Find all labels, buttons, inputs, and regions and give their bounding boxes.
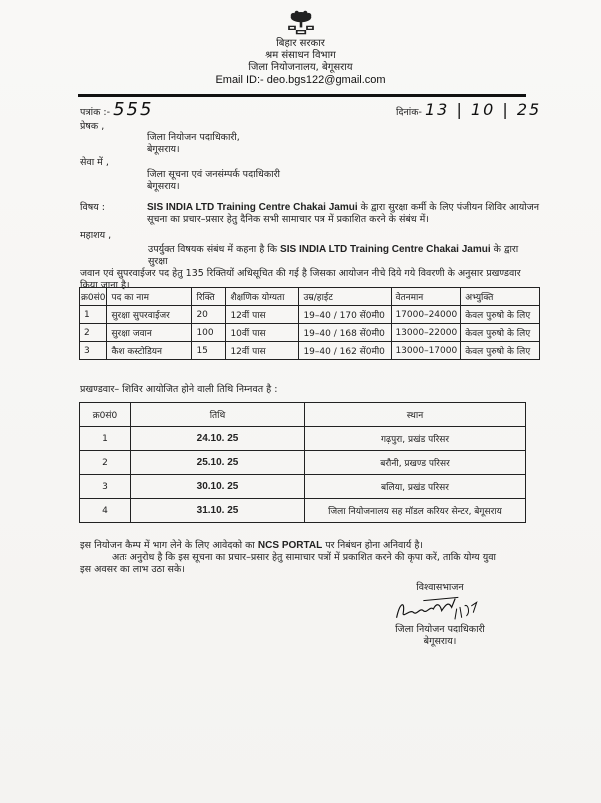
reference-number: 555 <box>113 99 154 120</box>
qualification-cell: 12वीं पास <box>226 306 299 324</box>
signatory-place: बेगूसराय। <box>423 636 457 647</box>
recipient-label: सेवा में , <box>80 157 109 168</box>
subject-label: विषय : <box>80 202 105 213</box>
remarks-cell: केवल पुरुषो के लिए <box>461 324 540 342</box>
ncs-portal: NCS PORTAL <box>257 540 323 551</box>
header-venue: स्थान <box>305 403 526 427</box>
letterhead-divider <box>78 94 526 97</box>
venue-cell: जिला नियोजनालय सह मॉडल करियर सेन्टर, बेगूसराय <box>305 499 526 523</box>
serial-cell: 2 <box>80 324 107 342</box>
vacancy-table-header <box>80 288 540 306</box>
pay-scale-cell: 13000–22000 <box>392 324 461 342</box>
header-date: तिथि <box>131 403 305 427</box>
subject-hindi-2: सूचना का प्रचार–प्रसार हेतु दैनिक सभी सामाचार पत्र में प्रकाशित करने के संबंध में। <box>147 214 429 225</box>
age-height-cell: 19–40 / 168 सें0मी0 <box>299 324 392 342</box>
date-cell: 31.10. 25 <box>131 499 305 523</box>
serial-cell: 1 <box>80 306 107 324</box>
serial-cell: 3 <box>80 342 107 360</box>
request-line-2: इस अवसर का लाभ उठा सके। <box>80 564 185 575</box>
schedule-heading: प्रखण्डवार– शिविर आयोजित होने वाली तिथि निम्नवत है : <box>80 384 278 395</box>
vacancy-table <box>79 287 540 360</box>
post-cell: सुरक्षा सुपरवाईजर <box>107 306 192 324</box>
age-height-cell: 19–40 / 162 सें0मी0 <box>299 342 392 360</box>
post-cell: कैश कस्टोडियन <box>107 342 192 360</box>
pay-scale-cell: 13000–17000 <box>392 342 461 360</box>
qualification-cell: 10वीं पास <box>226 324 299 342</box>
subject-hindi-1: के द्वारा सुरक्षा कर्मी के लिए पंजीयन शिविर आयोजन <box>357 202 540 213</box>
letterhead <box>0 10 601 87</box>
recipient-line-1: जिला सूचना एवं जनसंम्पर्क पदाधिकारी <box>147 169 280 180</box>
date-value: 13 | 10 | 25 <box>425 100 542 119</box>
signature-block <box>380 582 500 648</box>
schedule-table <box>79 402 526 523</box>
intro-text-c: जवान एवं सुपरवाईजर पद हेतु 135 रिक्तियों अधिसूचित की गई है जिसका आयोजन नीचे दिये गये विवरणी के अनुसार प्रखण्डवार <box>80 268 521 279</box>
date-label: दिनांक- <box>396 107 422 118</box>
office-name: जिला नियोजनालय, बेगूसराय <box>248 62 353 73</box>
handwritten-signature-icon <box>380 594 500 624</box>
table-row <box>80 499 526 523</box>
remarks-cell: केवल पुरुषो के लिए <box>461 342 540 360</box>
intro-text-b: के द्वारा सुरक्षा <box>148 244 519 267</box>
serial-cell: 3 <box>80 475 131 499</box>
post-cell: सुरक्षा जवान <box>107 324 192 342</box>
pay-scale-cell: 17000–24000 <box>392 306 461 324</box>
header-remarks: अभ्युक्ति <box>461 288 540 306</box>
table-row <box>80 342 540 360</box>
subject-text <box>147 202 547 226</box>
bihar-emblem-icon <box>283 10 319 38</box>
schedule-table-header <box>80 403 526 427</box>
venue-cell: बलिया, प्रखंड परिसर <box>305 475 526 499</box>
sender-block <box>147 132 240 156</box>
office-email: Email ID:- deo.bgs122@gmail.com <box>215 74 386 86</box>
signatory-title: जिला नियोजन पदाधिकारी <box>395 624 485 635</box>
header-qualification: शैक्षणिक योग्यता <box>226 288 299 306</box>
table-row <box>80 427 526 451</box>
table-row <box>80 451 526 475</box>
venue-cell: बरौनी, प्रखण्ड परिसर <box>305 451 526 475</box>
header-serial: क्र0सं0 <box>80 403 131 427</box>
header-serial: क्र0सं0 <box>80 288 107 306</box>
date-cell: 30.10. 25 <box>131 475 305 499</box>
sender-label: प्रेषक , <box>80 121 105 132</box>
table-row <box>80 324 540 342</box>
table-row <box>80 306 540 324</box>
intro-company: SIS INDIA LTD Training Centre Chakai Jamui <box>280 244 491 255</box>
serial-cell: 2 <box>80 451 131 475</box>
subject-company: SIS INDIA LTD Training Centre Chakai Jamui <box>147 202 358 213</box>
age-height-cell: 19–40 / 170 सें0मी0 <box>299 306 392 324</box>
recipient-line-2: बेगूसराय। <box>147 181 180 192</box>
venue-cell: गढ़पुरा, प्रखंड परिसर <box>305 427 526 451</box>
date-line <box>396 100 541 123</box>
intro-paragraph <box>80 244 530 292</box>
header-age-height: उम्र/हाईट <box>299 288 392 306</box>
serial-cell: 1 <box>80 427 131 451</box>
remarks-cell: केवल पुरुषो के लिए <box>461 306 540 324</box>
ncs-text-b: पर निबंधन होना अनिवार्य है। <box>322 540 423 551</box>
government-name: बिहार सरकार <box>276 38 325 49</box>
header-pay-scale: वेतनमान <box>392 288 461 306</box>
header-vacancy: रिक्ति <box>192 288 226 306</box>
reference-line <box>80 100 153 123</box>
ncs-text-a: इस नियोजन कैम्प में भाग लेने के लिए आवेदको का <box>80 540 258 551</box>
yours-faithfully: विश्वासभाजन <box>416 582 464 593</box>
serial-cell: 4 <box>80 499 131 523</box>
vacancy-cell: 15 <box>192 342 226 360</box>
date-cell: 25.10. 25 <box>131 451 305 475</box>
request-line-1: अतः अनुरोध है कि इस सूचना का प्रचार–प्रसार हेतु सामाचार पत्रों में प्रकाशित करने की कृपा करें, ताकि योग्य युवा <box>112 552 496 563</box>
header-post: पद का नाम <box>107 288 192 306</box>
salutation: महाशय , <box>80 230 112 241</box>
sender-line-1: जिला नियोजन पदाधिकारी, <box>147 132 240 143</box>
date-cell: 24.10. 25 <box>131 427 305 451</box>
vacancy-cell: 100 <box>192 324 226 342</box>
intro-text-d: किया जाना है। <box>80 280 130 291</box>
sender-line-2: बेगूसराय। <box>147 144 180 155</box>
vacancy-cell: 20 <box>192 306 226 324</box>
qualification-cell: 12वीं पास <box>226 342 299 360</box>
intro-text-a: उपर्युक्त विषयक संबंध में कहना है कि <box>148 244 281 255</box>
table-row <box>80 475 526 499</box>
department-name: श्रम संसाधन विभाग <box>265 50 336 61</box>
recipient-block <box>147 169 280 193</box>
reference-label: पत्रांक :- <box>80 107 111 118</box>
closing-paragraph <box>80 540 540 576</box>
